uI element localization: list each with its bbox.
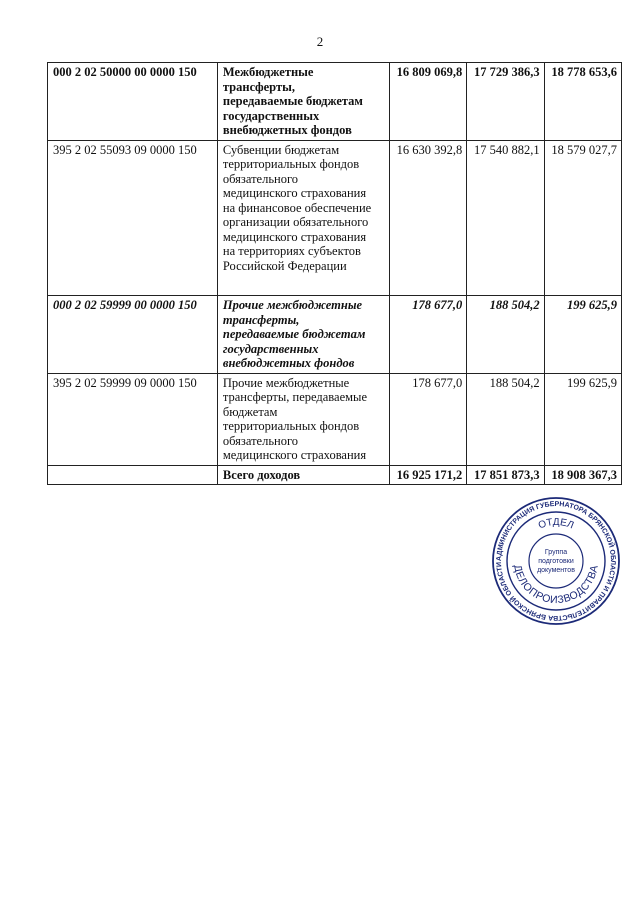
amount-2022: 17 540 882,1 bbox=[467, 140, 544, 296]
table-row bbox=[48, 373, 622, 465]
amount-2021: 178 677,0 bbox=[389, 373, 466, 465]
empty-cell bbox=[48, 465, 218, 485]
amount-2022: 188 504,2 bbox=[467, 296, 544, 374]
stamp-inner-line-2: подготовки bbox=[538, 558, 574, 565]
amount-2023: 199 625,9 bbox=[544, 296, 621, 374]
budget-item-name: Субвенции бюджетам территориальных фондов обязательного медицинского страхования на финансовое обеспечение организации обязательного медицинского страхования на территориях субъектов Российской Федерации bbox=[217, 140, 389, 296]
total-2022: 17 851 873,3 bbox=[467, 465, 544, 485]
amount-2022: 188 504,2 bbox=[467, 373, 544, 465]
stamp-dept-top: ОТДЕЛ bbox=[536, 516, 576, 532]
table-row bbox=[48, 140, 622, 296]
budget-code: 000 2 02 59999 00 0000 150 bbox=[48, 296, 218, 374]
revenue-table bbox=[47, 62, 622, 485]
budget-item-name: Прочие межбюджетные трансферты, передаваемые бюджетам территориальных фондов обязательного медицинского страхования bbox=[217, 373, 389, 465]
total-label: Всего доходов bbox=[217, 465, 389, 485]
official-stamp bbox=[490, 495, 622, 627]
amount-2021: 178 677,0 bbox=[389, 296, 466, 374]
budget-item-name: Прочие межбюджетные трансферты, передаваемые бюджетам государственных внебюджетных фондов bbox=[217, 296, 389, 374]
total-2021: 16 925 171,2 bbox=[389, 465, 466, 485]
stamp-outer-text: АДМИНИСТРАЦИЯ ГУБЕРНАТОРА БРЯНСКОЙ ОБЛАСТИ И ПРАВИТЕЛЬСТВА БРЯНСКОЙ ОБЛАСТИ bbox=[495, 500, 617, 622]
amount-2023: 199 625,9 bbox=[544, 373, 621, 465]
budget-code: 395 2 02 55093 09 0000 150 bbox=[48, 140, 218, 296]
amount-2021: 16 630 392,8 bbox=[389, 140, 466, 296]
total-row bbox=[48, 465, 622, 485]
stamp-dept-bottom: ДЕЛОПРОИЗВОДСТВА bbox=[511, 563, 601, 607]
budget-code: 395 2 02 59999 09 0000 150 bbox=[48, 373, 218, 465]
total-2023: 18 908 367,3 bbox=[544, 465, 621, 485]
table-row bbox=[48, 63, 622, 141]
budget-item-name: Межбюджетные трансферты, передаваемые бюджетам государственных внебюджетных фондов bbox=[217, 63, 389, 141]
page-number: 2 bbox=[316, 34, 324, 49]
amount-2023: 18 579 027,7 bbox=[544, 140, 621, 296]
stamp-inner-line-1: Группа bbox=[544, 549, 568, 556]
budget-code: 000 2 02 50000 00 0000 150 bbox=[48, 63, 218, 141]
amount-2023: 18 778 653,6 bbox=[544, 63, 621, 141]
amount-2021: 16 809 069,8 bbox=[389, 63, 466, 141]
amount-2022: 17 729 386,3 bbox=[467, 63, 544, 141]
stamp-inner-line-3: документов bbox=[537, 567, 575, 574]
table-row bbox=[48, 296, 622, 374]
